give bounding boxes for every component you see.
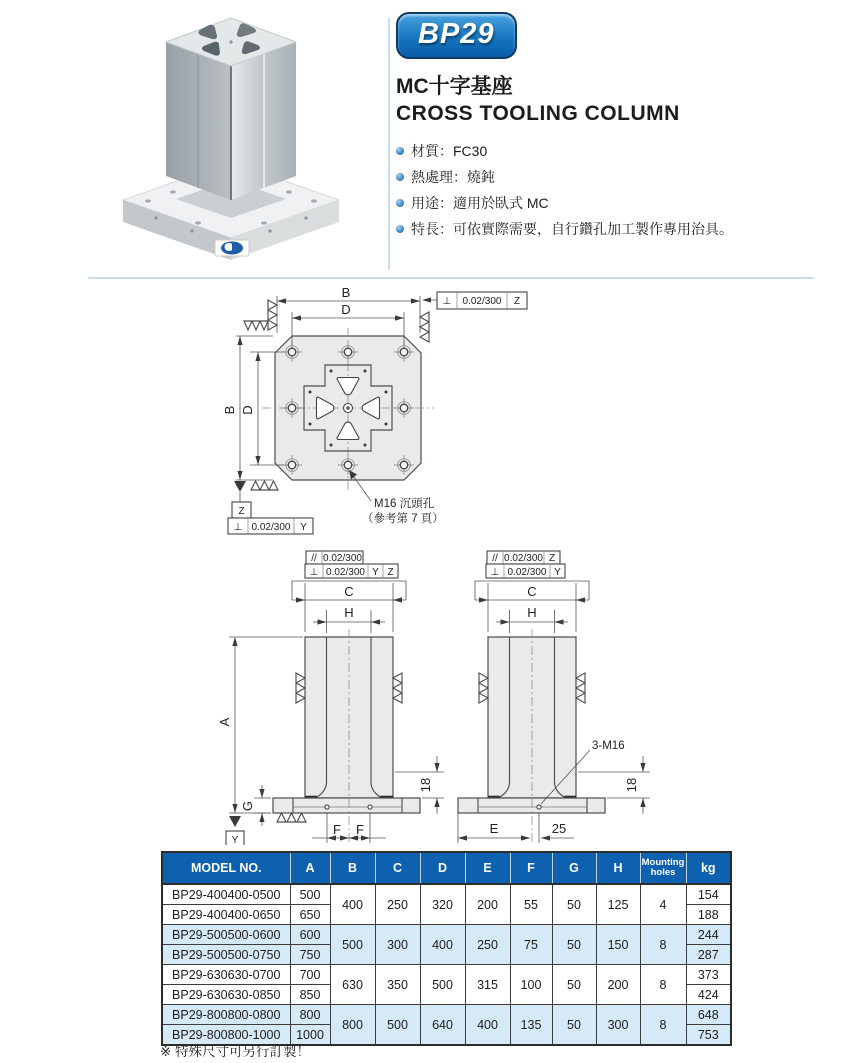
side-view-right <box>458 551 650 843</box>
bullet-icon <box>396 173 404 181</box>
model-code: BP29 <box>418 18 495 50</box>
table-cell: 250 <box>465 925 510 965</box>
table-cell: 500 <box>420 965 465 1005</box>
kg-cell: 188 <box>686 905 731 925</box>
table-row <box>162 925 731 945</box>
brand-logo <box>215 240 249 256</box>
model-no-cell: BP29-400400-0500 <box>162 884 290 905</box>
kg-cell: 287 <box>686 945 731 965</box>
table-cell: 300 <box>375 925 420 965</box>
column-header: Mounting holes <box>640 852 686 884</box>
svg-text:⊥: ⊥ <box>233 522 243 533</box>
svg-text:C: C <box>527 584 537 599</box>
kg-cell: 648 <box>686 1005 731 1025</box>
svg-text:Y: Y <box>554 567 561 578</box>
horizontal-divider <box>88 277 814 279</box>
column-header: C <box>375 852 420 884</box>
kg-cell: 753 <box>686 1025 731 1046</box>
bullet-icon <box>396 147 404 155</box>
svg-text:G: G <box>240 800 255 812</box>
page-title-zh: MC十字基座 <box>396 75 513 98</box>
model-no-cell: BP29-630630-0700 <box>162 965 290 985</box>
table-cell: 600 <box>290 925 330 945</box>
page-title-en: CROSS TOOLING COLUMN <box>396 102 680 125</box>
svg-text:0.02/300: 0.02/300 <box>504 553 543 564</box>
table-cell: 300 <box>596 1005 640 1046</box>
table-cell: 8 <box>640 1005 686 1046</box>
kg-cell: 154 <box>686 884 731 905</box>
kg-cell: 373 <box>686 965 731 985</box>
svg-text:（參考第 7 頁）: （參考第 7 頁） <box>362 513 444 525</box>
table-cell: 75 <box>510 925 552 965</box>
table-cell: 650 <box>290 905 330 925</box>
table-cell: 700 <box>290 965 330 985</box>
column-header: D <box>420 852 465 884</box>
svg-text:H: H <box>344 605 354 620</box>
svg-text:⊥: ⊥ <box>309 567 319 578</box>
svg-text://: // <box>311 553 317 564</box>
table-cell: 8 <box>640 925 686 965</box>
svg-text:0.02/300: 0.02/300 <box>462 296 502 307</box>
svg-text:D: D <box>240 405 255 415</box>
table-cell: 500 <box>375 1005 420 1046</box>
table-cell: 150 <box>596 925 640 965</box>
column-header: H <box>596 852 640 884</box>
bullet-icon <box>396 199 404 207</box>
svg-text:A: A <box>217 717 232 727</box>
svg-text:Z: Z <box>238 506 245 517</box>
svg-text:18: 18 <box>624 777 639 793</box>
spec-item: 特長：可依實際需要，自行鑽孔加工製作專用治具。 <box>396 216 828 242</box>
table-cell: 750 <box>290 945 330 965</box>
table-cell: 630 <box>330 965 375 1005</box>
table-cell: 100 <box>510 965 552 1005</box>
model-no-cell: BP29-500500-0600 <box>162 925 290 945</box>
svg-text:Y: Y <box>300 522 307 533</box>
table-cell: 400 <box>420 925 465 965</box>
column-header: B <box>330 852 375 884</box>
table-cell: 50 <box>552 884 596 925</box>
table-cell: 640 <box>420 1005 465 1046</box>
model-no-cell: BP29-500500-0750 <box>162 945 290 965</box>
svg-text:⊥: ⊥ <box>490 567 500 578</box>
column-header: MODEL NO. <box>162 852 290 884</box>
column-header: E <box>465 852 510 884</box>
side-view-left <box>217 551 444 845</box>
svg-text:18: 18 <box>418 777 433 793</box>
model-no-cell: BP29-400400-0650 <box>162 905 290 925</box>
table-cell: 320 <box>420 884 465 925</box>
table-cell: 50 <box>552 925 596 965</box>
svg-text:E: E <box>489 821 499 836</box>
model-no-cell: BP29-630630-0850 <box>162 985 290 1005</box>
svg-text:D: D <box>341 302 351 317</box>
table-cell: 315 <box>465 965 510 1005</box>
svg-text:25: 25 <box>551 821 567 836</box>
model-no-cell: BP29-800800-1000 <box>162 1025 290 1046</box>
column-header: A <box>290 852 330 884</box>
table-cell: 200 <box>596 965 640 1005</box>
svg-text:Z: Z <box>513 296 521 307</box>
table-header-row <box>162 852 731 884</box>
table-cell: 1000 <box>290 1025 330 1046</box>
model-code-badge <box>396 12 517 59</box>
header-block <box>396 12 828 242</box>
svg-text:H: H <box>527 605 537 620</box>
spec-table-wrap <box>161 851 732 1046</box>
table-cell: 400 <box>465 1005 510 1046</box>
spec-table <box>161 851 732 1046</box>
kg-cell: 424 <box>686 985 731 1005</box>
spec-item: 材質：FC30 <box>396 138 828 164</box>
table-cell: 350 <box>375 965 420 1005</box>
svg-text:Y: Y <box>231 835 239 845</box>
spec-item: 用途：適用於臥式 MC <box>396 190 828 216</box>
svg-text:Y: Y <box>372 567 379 578</box>
table-cell: 200 <box>465 884 510 925</box>
spec-item: 熱處理：燒鈍 <box>396 164 828 190</box>
table-cell: 8 <box>640 965 686 1005</box>
svg-text:M16 沉頭孔: M16 沉頭孔 <box>374 498 435 510</box>
top-view <box>222 285 527 534</box>
svg-text:Z: Z <box>387 567 394 578</box>
table-cell: 4 <box>640 884 686 925</box>
product-photo <box>88 4 376 266</box>
table-cell: 500 <box>330 925 375 965</box>
svg-text://: // <box>492 553 498 564</box>
technical-drawing <box>150 285 710 845</box>
svg-text:Z: Z <box>548 553 556 564</box>
column-header: G <box>552 852 596 884</box>
svg-text:B: B <box>341 285 351 300</box>
column-header: F <box>510 852 552 884</box>
svg-text:⊥: ⊥ <box>442 296 452 307</box>
svg-text:F: F <box>356 822 364 837</box>
table-cell: 500 <box>290 884 330 905</box>
kg-cell: 244 <box>686 925 731 945</box>
table-cell: 400 <box>330 884 375 925</box>
table-cell: 850 <box>290 985 330 1005</box>
svg-text:0.02/300: 0.02/300 <box>507 567 547 578</box>
svg-text:3-M16: 3-M16 <box>592 740 625 752</box>
table-cell: 135 <box>510 1005 552 1046</box>
svg-text:F: F <box>333 822 341 837</box>
table-cell: 50 <box>552 965 596 1005</box>
table-cell: 800 <box>290 1005 330 1025</box>
svg-text:0.02/300: 0.02/300 <box>326 567 365 578</box>
bullet-icon <box>396 225 404 233</box>
table-cell: 800 <box>330 1005 375 1046</box>
table-row <box>162 884 731 905</box>
table-cell: 50 <box>552 1005 596 1046</box>
table-row <box>162 1005 731 1025</box>
svg-text:B: B <box>222 405 237 415</box>
table-cell: 250 <box>375 884 420 925</box>
footnote: ※ 特殊尺寸可另行訂製！ <box>160 1044 311 1059</box>
table-cell: 55 <box>510 884 552 925</box>
svg-text:0.02/300: 0.02/300 <box>251 522 291 533</box>
svg-text:C: C <box>344 584 354 599</box>
model-no-cell: BP29-800800-0800 <box>162 1005 290 1025</box>
table-cell: 125 <box>596 884 640 925</box>
vertical-divider <box>388 18 390 270</box>
svg-text:0.02/300: 0.02/300 <box>323 553 362 564</box>
table-row <box>162 965 731 985</box>
spec-list <box>396 138 828 242</box>
column-header: kg <box>686 852 731 884</box>
